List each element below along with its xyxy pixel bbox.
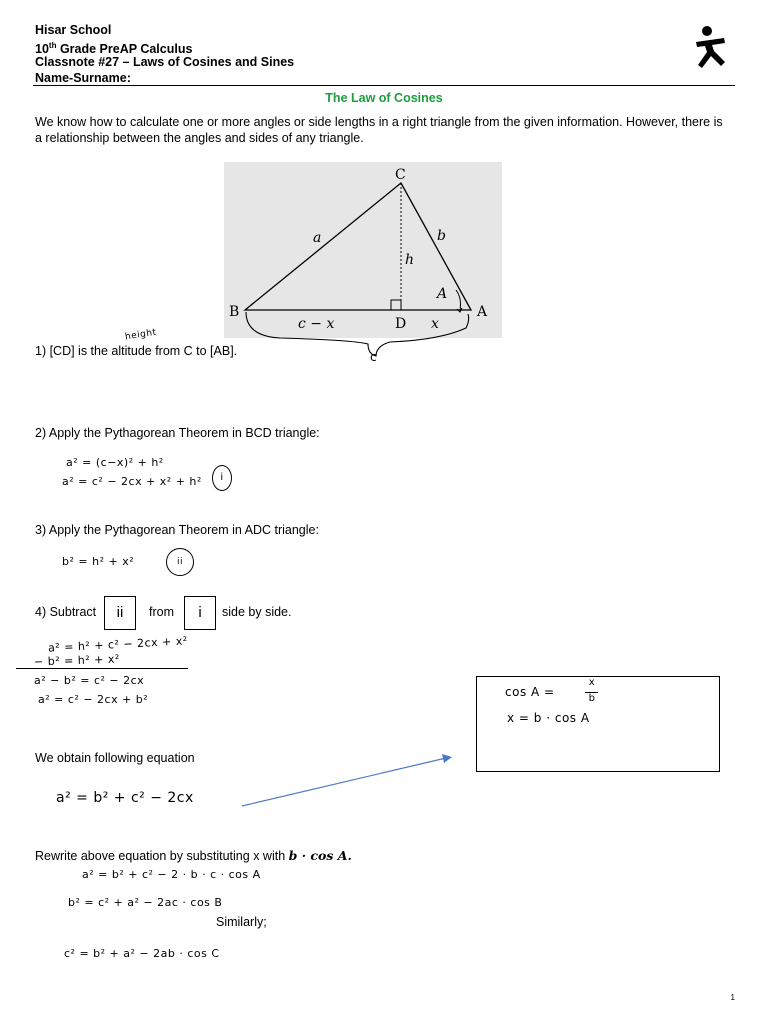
subtraction-rule [16, 668, 188, 669]
cos-a-numerator: x [588, 677, 596, 688]
rewrite-substitution: b · cos A. [288, 848, 352, 863]
classnote-title: Classnote #27 – Laws of Cosines and Sines [35, 55, 295, 69]
brace-c-label: c [370, 350, 378, 364]
subtraction-line-2: − b² = h² + x² [33, 652, 121, 669]
step-4-suffix: side by side. [222, 605, 292, 619]
step-3-equation: b² = h² + x² [62, 555, 135, 568]
law-of-cosines-c: c² = b² + a² − 2ab · cos C [64, 947, 220, 960]
step-4-box-i: i [184, 596, 216, 630]
rewrite-sentence: Rewrite above equation by substituting x with [35, 849, 286, 863]
grade-number: 10 [35, 42, 49, 57]
x-equals-b-cos-a: x = b · cos A [507, 711, 590, 725]
school-name: Hisar School [35, 23, 112, 37]
vertex-c-label: C [395, 167, 406, 183]
section-title: The Law of Cosines [325, 91, 443, 105]
step-2-equation-2: a² = c² − 2cx + x² + h² [62, 475, 202, 488]
side-b-label: b [437, 228, 446, 244]
school-logo [690, 24, 730, 70]
law-of-cosines-b: b² = c² + a² − 2ac · cos B [68, 896, 223, 909]
vertex-d-label: D [395, 316, 407, 332]
grade-suffix: th [48, 41, 57, 50]
header-divider [33, 85, 735, 86]
main-equation: a² = b² + c² − 2cx [56, 790, 194, 806]
similarly-text: Similarly; [216, 915, 267, 929]
height-label: h [405, 252, 415, 268]
subtraction-line-1: a² = h² + c² − 2cx + x² [47, 634, 189, 655]
intro-paragraph: We know how to calculate one or more angles or side lengths in a right triangle from the given information. However, there is a relationship between the angles and sides of any triangle. [35, 115, 723, 145]
rewrite-text [35, 848, 352, 864]
page-number: 1 [730, 993, 735, 1002]
height-note: height [124, 327, 158, 343]
step-4-prefix: 4) Subtract [35, 605, 97, 619]
vertex-b-label: B [229, 304, 240, 320]
brace-annotation [240, 310, 476, 362]
obtain-text: We obtain following equation [35, 751, 195, 765]
step-3-text: 3) Apply the Pythagorean Theorem in ADC triangle: [35, 523, 319, 537]
step-4-box-ii: ii [104, 596, 136, 630]
side-a-label: a [313, 230, 322, 246]
segment-c-minus-x-label: c − x [298, 316, 335, 332]
equation-i-tag: i [212, 465, 232, 491]
angle-a-label: A [437, 286, 448, 302]
segment-x-label: x [431, 316, 439, 332]
vertex-a-label: A [477, 304, 488, 320]
step-4-from: from [149, 605, 174, 619]
cosine-definition-box [476, 676, 720, 772]
step-2-text: 2) Apply the Pythagorean Theorem in BCD triangle: [35, 426, 320, 440]
subtraction-line-3: a² − b² = c² − 2cx [34, 674, 145, 687]
step-2-equation-1: a² = (c−x)² + h² [66, 456, 164, 469]
law-of-cosines-a: a² = b² + c² − 2 · b · c · cos A [82, 868, 261, 881]
arrow-to-box-icon [238, 752, 458, 812]
equation-ii-tag: ii [166, 548, 194, 576]
subtraction-line-4: a² = c² − 2cx + b² [38, 693, 149, 706]
course-name: Grade PreAP Calculus [59, 42, 193, 57]
name-surname-label: Name-Surname: [35, 71, 131, 85]
cos-a-denominator: b [588, 693, 596, 704]
step-1-text: 1) [CD] is the altitude from C to [AB]. [35, 344, 238, 358]
cos-a-left: cos A = [505, 685, 555, 699]
